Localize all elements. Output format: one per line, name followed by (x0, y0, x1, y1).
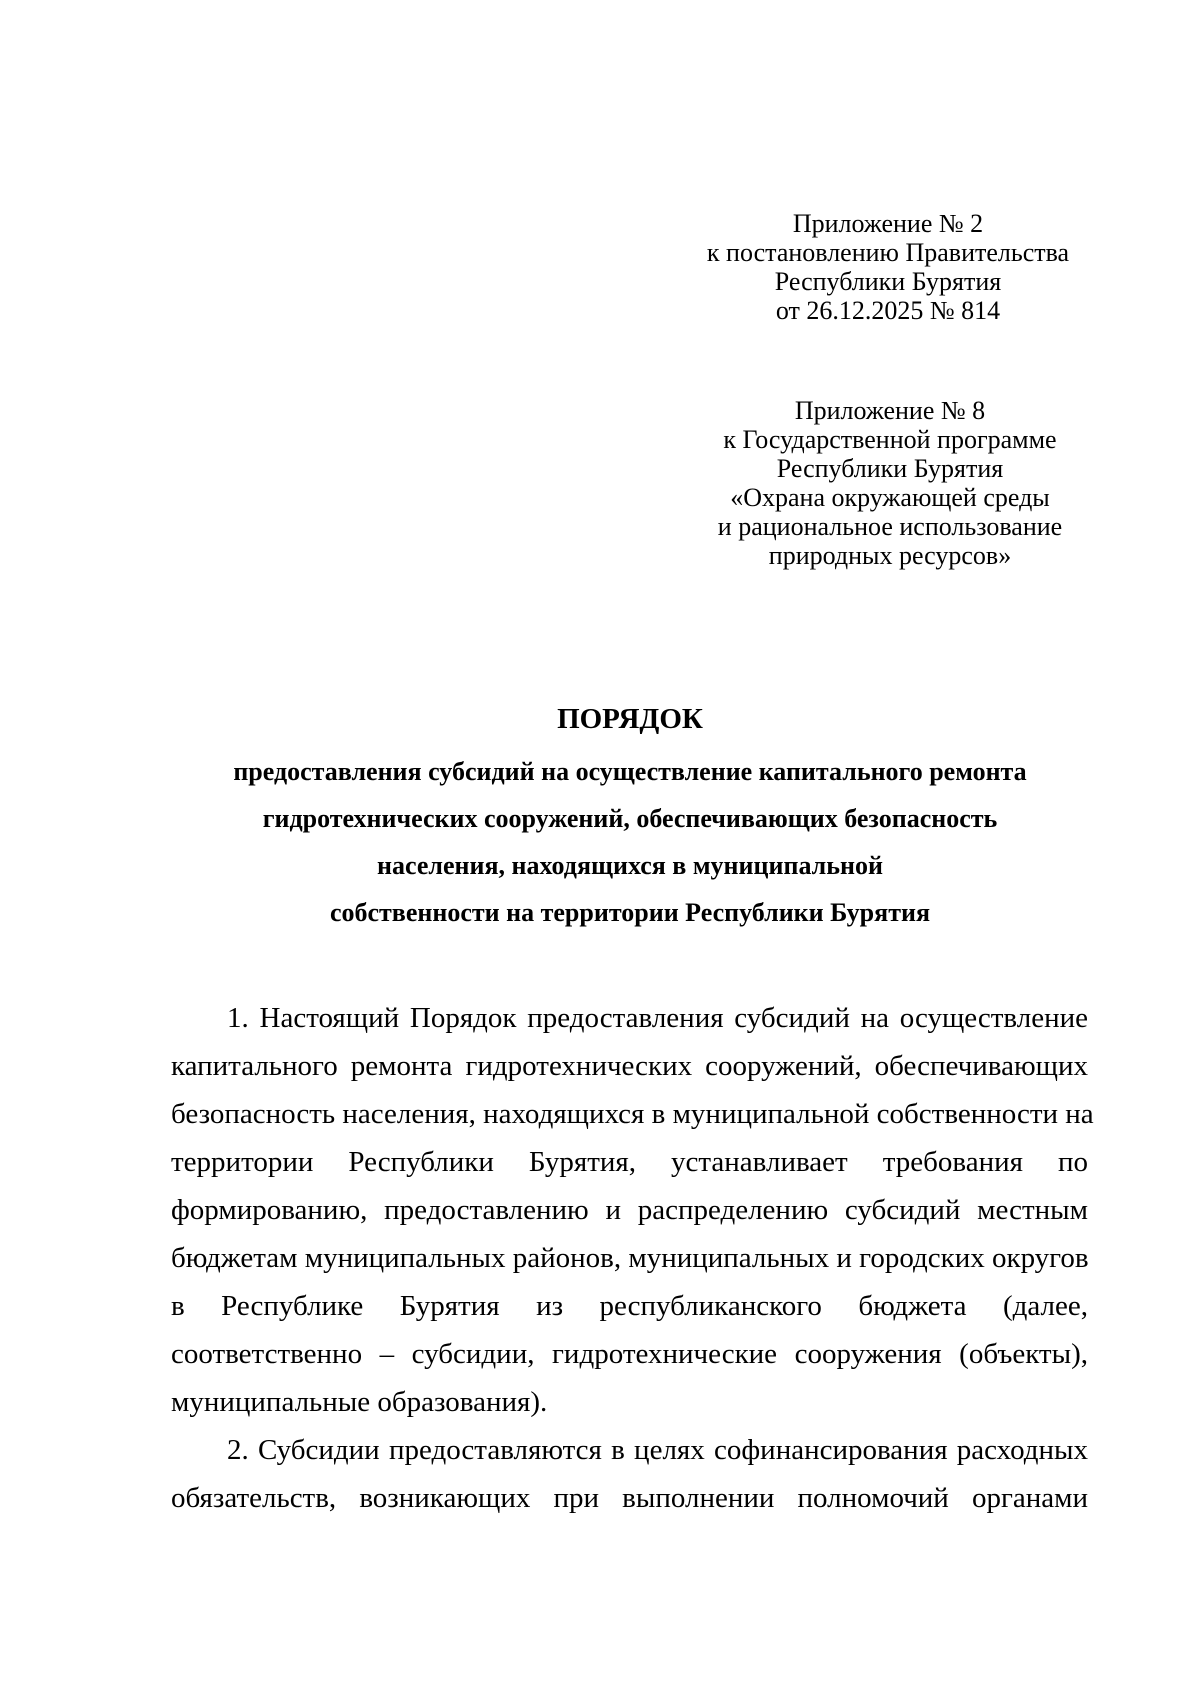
paragraph-line: бюджетам муниципальных районов, муниципальных и городских округов (171, 1242, 1089, 1274)
document-subtitle-line: собственности на территории Республики Бурятия (329, 898, 931, 927)
appendix-line: Приложение № 8 (794, 396, 986, 425)
paragraph-line: капитального ремонта гидротехнических сооружений, обеспечивающих (171, 1050, 1088, 1082)
document-title: ПОРЯДОК (557, 703, 703, 735)
paragraph-line: в Республике Бурятия из республиканского бюджета (далее, (171, 1290, 1088, 1322)
appendix-line: и рациональное использование (717, 512, 1063, 541)
appendix-line: Республики Бурятия (774, 267, 1002, 296)
document-subtitle-line: предоставления субсидий на осуществление капитального ремонта (233, 757, 1027, 786)
document-subtitle-line: гидротехнических сооружений, обеспечивающих безопасность (262, 804, 998, 833)
paragraph-line: муниципальные образования). (171, 1386, 548, 1418)
paragraph-line: обязательств, возникающих при выполнении полномочий органами (171, 1482, 1088, 1514)
paragraph-line: территории Республики Бурятия, устанавливает требования по (171, 1146, 1088, 1178)
appendix-line: от 26.12.2025 № 814 (775, 296, 1001, 325)
paragraph-line: соответственно – субсидии, гидротехнические сооружения (объекты), (171, 1338, 1088, 1370)
paragraph-line: безопасность населения, находящихся в муниципальной собственности на (171, 1098, 1094, 1130)
paragraph-line: 2. Субсидии предоставляются в целях софинансирования расходных (227, 1434, 1088, 1466)
document-body (171, 994, 1094, 1522)
paragraph-2 (171, 1426, 1088, 1522)
paragraph-line: 1. Настоящий Порядок предоставления субсидий на осуществление (227, 1002, 1088, 1034)
paragraph-line: формированию, предоставлению и распределению субсидий местным (171, 1194, 1088, 1226)
appendix-line: природных ресурсов» (768, 541, 1012, 570)
appendix-2-header (698, 209, 1078, 325)
paragraph-1 (171, 994, 1094, 1426)
document-subtitle-line: населения, находящихся в муниципальной (377, 851, 883, 880)
appendix-line: «Охрана окружающей среды (730, 483, 1050, 512)
appendix-line: Республики Бурятия (776, 454, 1004, 483)
document-heading (140, 702, 1120, 936)
appendix-8-header (700, 396, 1080, 570)
appendix-line: к постановлению Правительства (706, 238, 1070, 267)
appendix-line: к Государственной программе (723, 425, 1057, 454)
appendix-line: Приложение № 2 (792, 209, 984, 238)
